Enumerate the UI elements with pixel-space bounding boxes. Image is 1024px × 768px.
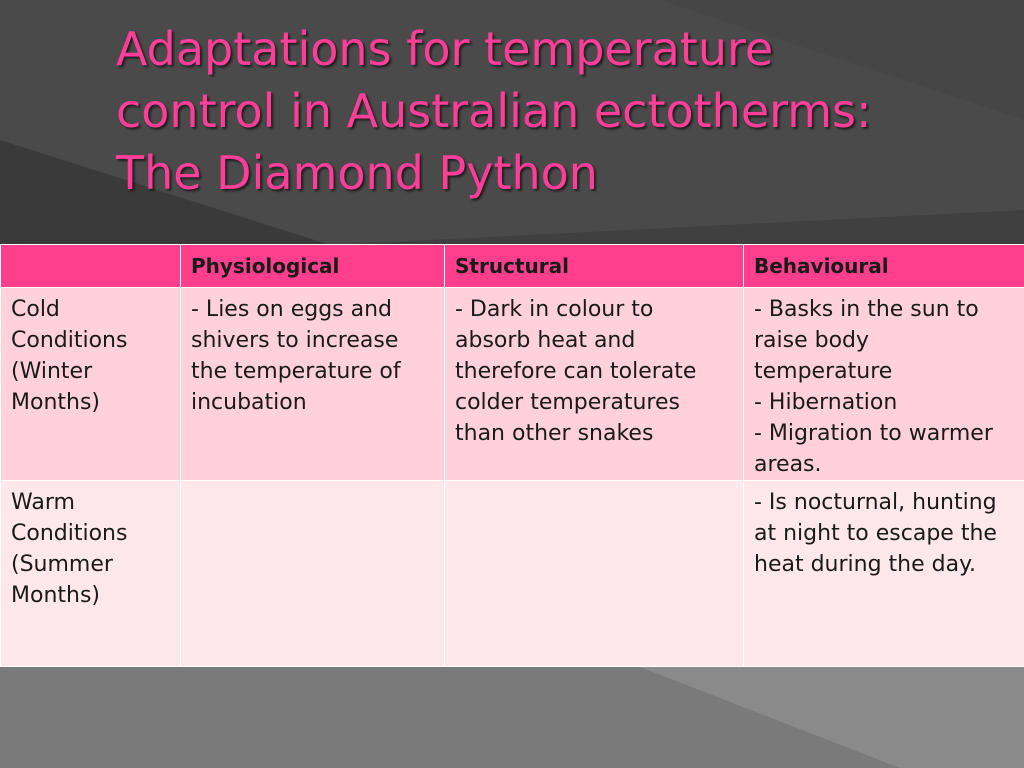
title-line-3: The Diamond Python [116, 146, 598, 200]
cell-cold-physiological: - Lies on eggs and shivers to increase the temperature of incubation [181, 288, 445, 481]
cell-cold-behavioural: - Basks in the sun to raise body temperature - Hibernation - Migration to warmer areas. [744, 288, 1024, 481]
cell-warm-structural [445, 481, 744, 667]
table-header-row [1, 245, 1024, 288]
table-row [1, 288, 1024, 481]
row-label-cold: Cold Conditions (Winter Months) [1, 288, 181, 481]
title-line-1: Adaptations for temperature [116, 22, 774, 76]
adaptations-table [0, 244, 1024, 667]
slide-title [116, 18, 996, 204]
header-structural: Structural [445, 245, 744, 288]
table-row [1, 481, 1024, 667]
row-label-warm: Warm Conditions (Summer Months) [1, 481, 181, 667]
header-behavioural: Behavioural [744, 245, 1024, 288]
cell-warm-behavioural: - Is nocturnal, hunting at night to escape the heat during the day. [744, 481, 1024, 667]
header-physiological: Physiological [181, 245, 445, 288]
header-empty-cell [1, 245, 181, 288]
cell-cold-structural: - Dark in colour to absorb heat and therefore can tolerate colder temperatures than other snakes [445, 288, 744, 481]
cell-warm-physiological [181, 481, 445, 667]
title-line-2: control in Australian ectotherms: [116, 84, 872, 138]
